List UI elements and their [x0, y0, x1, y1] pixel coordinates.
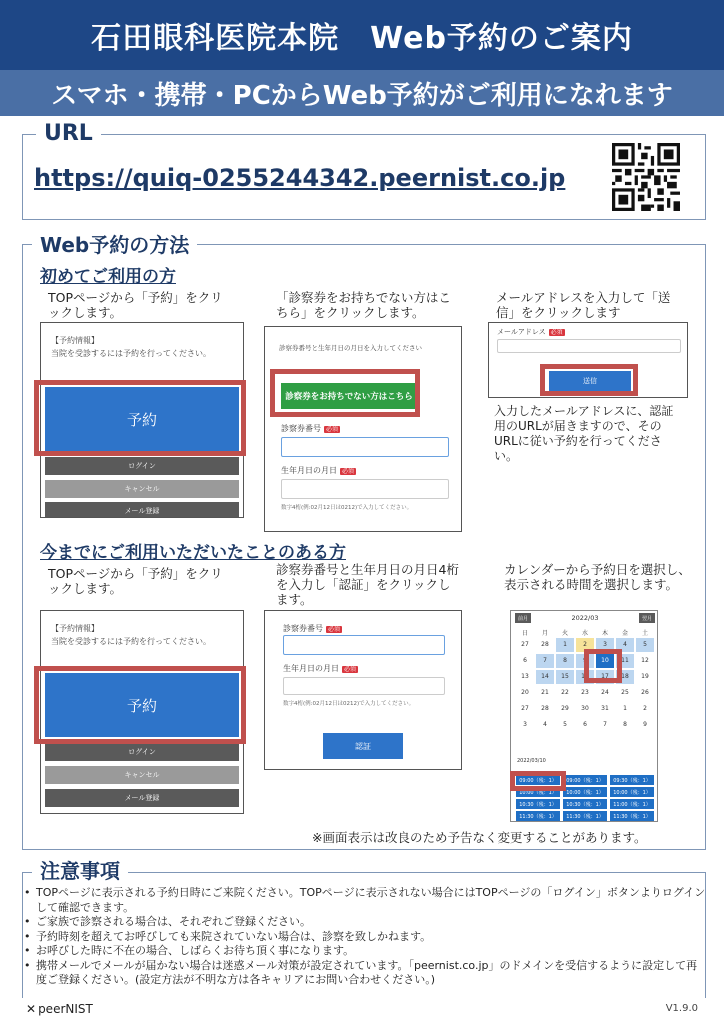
first-time-heading: 初めてご利用の方 — [40, 267, 176, 287]
calendar-day[interactable]: 30 — [581, 705, 589, 712]
info-text-2: 当院を受診するには予約を行ってください。 — [51, 637, 211, 646]
time-slot-button[interactable]: 09:00（残：1） — [516, 775, 560, 785]
calendar-day[interactable]: 26 — [641, 689, 649, 696]
calendar-day[interactable]: 18 — [616, 670, 634, 684]
calendar-day[interactable]: 9 — [643, 721, 647, 728]
calendar-day[interactable]: 6 — [583, 721, 587, 728]
email-input[interactable] — [497, 339, 681, 353]
card-number-input[interactable] — [281, 437, 449, 457]
calendar-day[interactable]: 4 — [543, 721, 547, 728]
calendar-day[interactable]: 1 — [556, 638, 574, 652]
birthday-hint: 数字4桁(例:02月12日は0212)で入力してください。 — [281, 505, 413, 511]
calendar-day[interactable]: 23 — [581, 689, 589, 696]
calendar-day[interactable]: 12 — [641, 657, 649, 664]
return-step3-text: カレンダーから予約日を選択し、表示される時間を選択します。 — [504, 562, 691, 592]
time-slot-button[interactable]: 11:30（残：1） — [516, 811, 560, 821]
reservation-url-link[interactable]: https://quiq-0255244342.peernist.co.jp — [34, 164, 566, 192]
calendar-day[interactable]: 22 — [561, 689, 569, 696]
calendar-day[interactable]: 14 — [536, 670, 554, 684]
calendar-day[interactable]: 5 — [563, 721, 567, 728]
no-card-screenshot — [264, 326, 462, 532]
calendar-day[interactable]: 28 — [541, 705, 549, 712]
calendar-day[interactable]: 31 — [601, 705, 609, 712]
note-item: • TOPページに表示される予約日時にご来院ください。TOPページに表示されない場合にはTOPページの「ログイン」ボタンよりログインして確認できます。 — [22, 886, 706, 915]
calendar-day[interactable]: 17 — [596, 670, 614, 684]
calendar-day[interactable]: 25 — [621, 689, 629, 696]
highlight-date — [584, 649, 622, 683]
calendar-day[interactable]: 15 — [556, 670, 574, 684]
calendar-day[interactable]: 21 — [541, 689, 549, 696]
calendar-day[interactable]: 5 — [636, 638, 654, 652]
birthday-label: 生年月日の月日 必須 — [281, 466, 355, 475]
card-number-label: 診察券番号 必須 — [281, 424, 339, 433]
logo-x-icon: ✕ — [26, 1002, 37, 1016]
cancel-button-2[interactable]: キャンセル — [45, 766, 239, 784]
method-label: Web予約の方法 — [32, 229, 197, 258]
calendar-day[interactable]: 6 — [523, 657, 527, 664]
login-button[interactable]: ログイン — [45, 457, 239, 475]
return-step2-text: 診察券番号と生年月日の月日4桁を入力し「認証」をクリックします。 — [276, 562, 459, 607]
calendar-day[interactable]: 13 — [521, 673, 529, 680]
calendar-day[interactable]: 27 — [521, 705, 529, 712]
calendar-day[interactable]: 28 — [541, 641, 549, 648]
calendar-day[interactable]: 7 — [603, 721, 607, 728]
calendar-day[interactable]: 7 — [536, 654, 554, 668]
page-title: 石田眼科医院本院 Web予約のご案内 — [0, 0, 724, 70]
returning-heading: 今までにご利用いただいたことのある方 — [40, 543, 346, 563]
time-slot-button[interactable]: 09:00（残：1） — [563, 775, 607, 785]
calendar-day[interactable]: 2 — [576, 638, 594, 652]
calendar-weekday: 木 — [601, 630, 608, 637]
time-slot-button[interactable]: 09:30（残：1） — [610, 775, 654, 785]
email-label: メールアドレス 必須 — [497, 328, 563, 336]
auth-card-label: 診察券番号 必須 — [283, 624, 341, 633]
qr-code-icon — [612, 143, 680, 211]
calendar-weekday: 月 — [541, 630, 548, 637]
cancel-button[interactable]: キャンセル — [45, 480, 239, 498]
time-slot-button[interactable]: 11:30（残：1） — [563, 811, 607, 821]
calendar-day[interactable]: 29 — [561, 705, 569, 712]
time-slot-button[interactable]: 10:00（残：1） — [610, 787, 654, 797]
info-text: 当院を受診するには予約を行ってください。 — [51, 349, 211, 358]
auth-birthday-input[interactable] — [283, 677, 445, 695]
note-item: • ご家族で診察される場合は、それぞれご登録ください。 — [22, 915, 706, 930]
url-label: URL — [36, 121, 101, 146]
time-slot-button[interactable]: 10:00（残：1） — [516, 787, 560, 797]
calendar-weekday: 金 — [621, 630, 628, 637]
version-label: V1.9.0 — [665, 1003, 698, 1014]
card-prompt: 診察券番号と生年月日の月日を入力してください — [279, 344, 422, 352]
no-card-button[interactable]: 診察券をお持ちでない方はこちら — [281, 383, 417, 409]
time-slot-button[interactable]: 10:00（残：1） — [563, 787, 607, 797]
calendar-weekday: 火 — [561, 630, 568, 637]
info-title: 【予約情報】 — [51, 336, 99, 345]
selected-date: 2022/03/10 — [517, 758, 546, 764]
page-subtitle: スマホ・携帯・PCからWeb予約がご利用になれます — [0, 70, 724, 116]
calendar-day[interactable]: 2 — [643, 705, 647, 712]
first-step3-text: メールアドレスを入力して「送信」をクリックします — [496, 290, 671, 320]
login-button-2[interactable]: ログイン — [45, 743, 239, 761]
birthday-input[interactable] — [281, 479, 449, 499]
highlight-reserve-2 — [34, 666, 246, 744]
reserve-button-2[interactable]: 予約 — [45, 673, 239, 737]
peernist-logo: ✕ peerNIST — [26, 1002, 93, 1016]
highlight-send — [540, 364, 638, 396]
mail-register-button[interactable]: メール登録 — [45, 502, 239, 518]
calendar-day[interactable]: 11 — [616, 654, 634, 668]
note-item: • 予約時刻を超えてお呼びしても来院されていない場合は、診察を致しかねます。 — [22, 930, 706, 945]
calendar-weekday: 土 — [641, 630, 648, 637]
prev-month-button[interactable]: 前月 — [515, 613, 531, 623]
time-slot-button[interactable]: 11:00（残：1） — [610, 799, 654, 809]
calendar-day[interactable]: 4 — [616, 638, 634, 652]
notes-list — [22, 886, 706, 988]
calendar-month: 2022/03 — [571, 614, 599, 622]
next-month-button[interactable]: 翌月 — [639, 613, 655, 623]
return-step1-text: TOPページから「予約」をクリックします。 — [48, 566, 223, 596]
calendar-day[interactable]: 24 — [601, 689, 609, 696]
calendar-day[interactable]: 3 — [523, 721, 527, 728]
calendar-day[interactable]: 10 — [596, 654, 614, 668]
calendar-weekday: 水 — [581, 630, 588, 637]
time-slot-button[interactable]: 11:30（残：1） — [610, 811, 654, 821]
note-item: • お呼びした時に不在の場合、しばらくお待ち頂く事になります。 — [22, 944, 706, 959]
reserve-button[interactable]: 予約 — [45, 387, 239, 451]
calendar-day[interactable]: 19 — [641, 673, 649, 680]
calendar-day[interactable]: 16 — [576, 670, 594, 684]
highlight-no-card — [270, 369, 420, 417]
calendar-day[interactable]: 8 — [623, 721, 627, 728]
time-slot-button[interactable]: 10:30（残：1） — [563, 799, 607, 809]
auth-hint: 数字4桁(例:02月12日は0212)で入力してください。 — [283, 701, 415, 707]
first-step3-after: 入力したメールアドレスに、認証用のURLが届きますので、そのURLに従い予約を行ってください。 — [494, 404, 674, 463]
notes-label: 注意事項 — [32, 855, 128, 884]
calendar-weekday: 日 — [521, 630, 528, 637]
calendar-day[interactable]: 27 — [521, 641, 529, 648]
highlight-reserve — [34, 380, 246, 456]
calendar-day[interactable]: 9 — [576, 654, 594, 668]
info-title-2: 【予約情報】 — [51, 624, 99, 633]
first-step2-text: 「診察券をお持ちでない方はこちら」をクリックします。 — [276, 290, 451, 320]
highlight-slot — [510, 771, 566, 791]
auth-birthday-label: 生年月日の月日 必須 — [283, 664, 357, 673]
calendar-day[interactable]: 8 — [556, 654, 574, 668]
time-slot-button[interactable]: 10:30（残：1） — [516, 799, 560, 809]
note-item: • 携帯メールでメールが届かない場合は迷惑メール対策が設定されています。「peernist.co.jp」のドメインを受信するように設定して再度ご登録ください。(設定方法が不明な方は各キャリアにお問い合わせください。) — [22, 959, 706, 988]
calendar-day[interactable]: 20 — [521, 689, 529, 696]
send-button[interactable]: 送信 — [549, 371, 631, 391]
mail-register-button-2[interactable]: メール登録 — [45, 789, 239, 807]
first-step1-text: TOPページから「予約」をクリックします。 — [48, 290, 223, 320]
auth-button[interactable]: 認証 — [323, 733, 403, 759]
auth-screenshot — [264, 610, 462, 770]
calendar-day[interactable]: 3 — [596, 638, 614, 652]
disclaimer-text: ※画面表示は改良のため予告なく変更することがあります。 — [312, 830, 647, 845]
auth-card-input[interactable] — [283, 635, 445, 655]
calendar-day[interactable]: 1 — [623, 705, 627, 712]
